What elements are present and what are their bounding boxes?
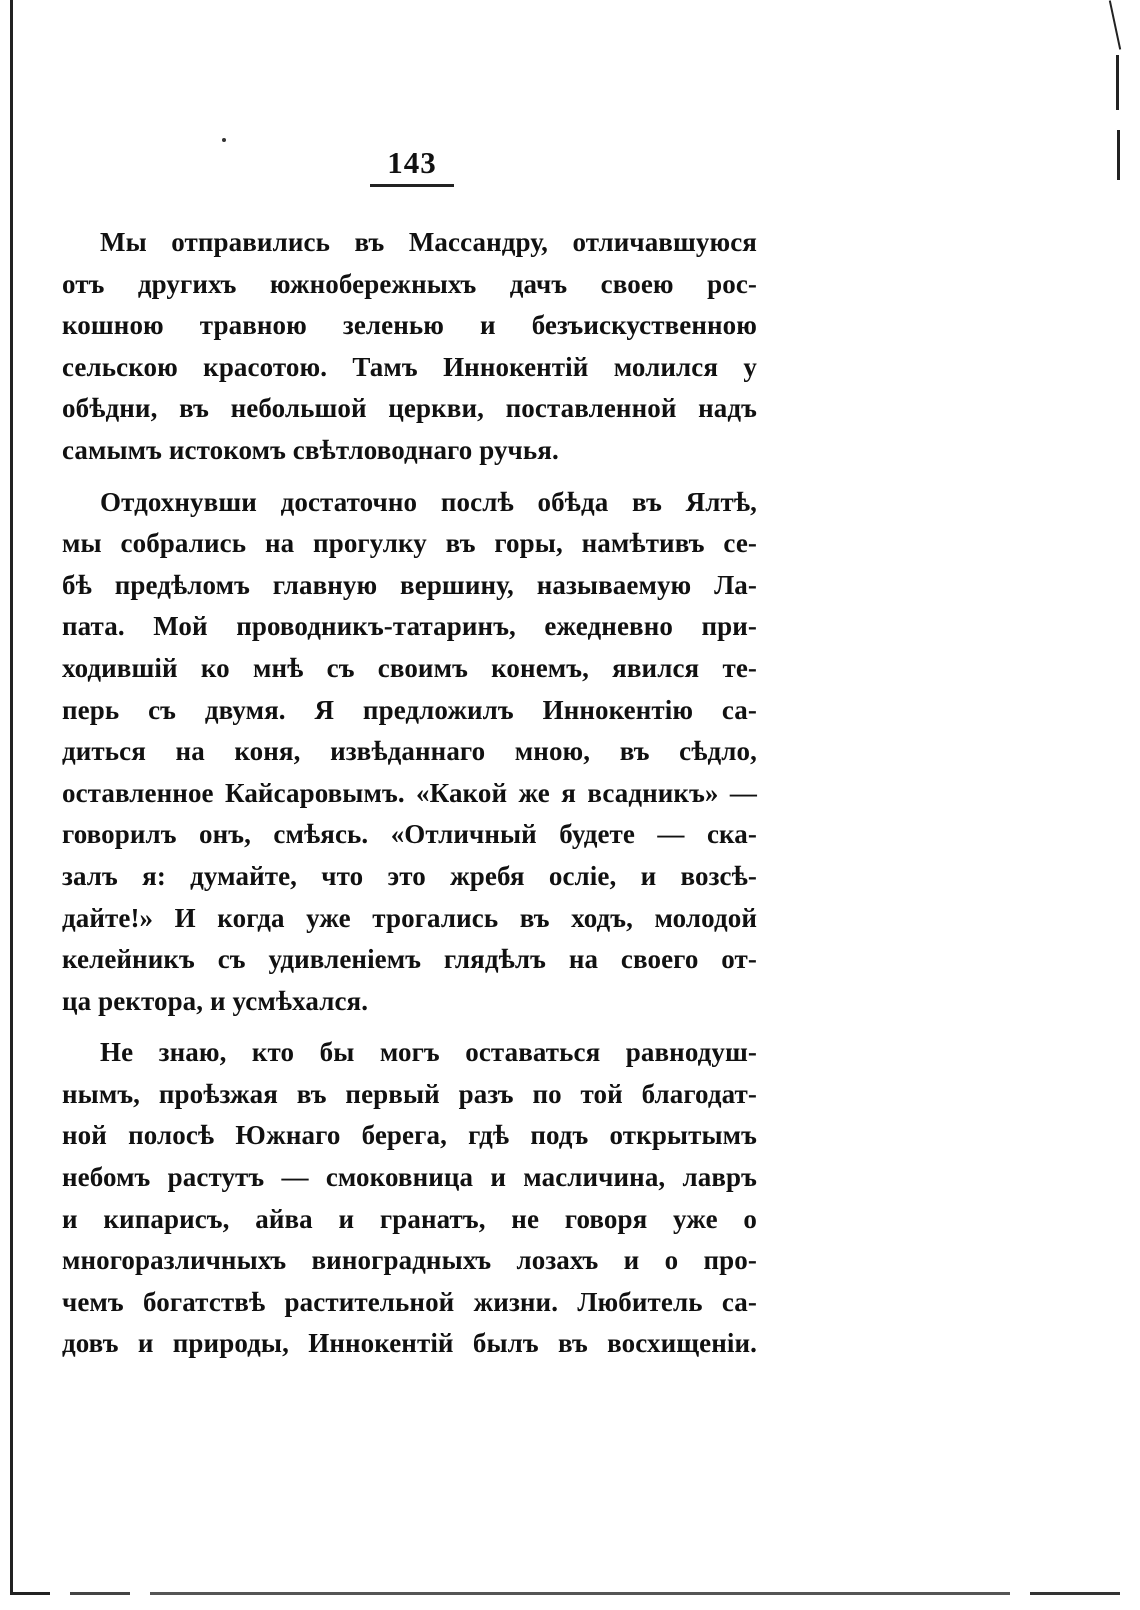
- text-line: диться на коня, извѣданнаго мною, въ сѣдло,: [62, 736, 757, 767]
- text-line: многоразличныхъ виноградныхъ лозахъ и о про-: [62, 1245, 757, 1276]
- text-line: келейникъ съ удивленіемъ глядѣлъ на своего от-: [62, 944, 757, 975]
- text-line: и кипарисъ, айва и гранатъ, не говоря уже о: [62, 1203, 757, 1234]
- text-line: мы собрались на прогулку въ горы, намѣтивъ се-: [62, 528, 757, 559]
- text-line: ной полосѣ Южнаго берега, гдѣ подъ открытымъ: [62, 1120, 757, 1151]
- text-line: кошною травною зеленью и безъискуственною: [62, 310, 757, 341]
- paragraph-3: [62, 1032, 757, 1365]
- text-line: Мы отправились въ Массандру, отличавшуюся: [100, 227, 757, 257]
- page-number-underline: [370, 184, 454, 187]
- text-line: ходившій ко мнѣ съ своимъ конемъ, явился те-: [62, 652, 757, 683]
- page-number: 143: [387, 145, 437, 180]
- text-line: отъ другихъ южнобережныхъ дачъ своею рос-: [62, 268, 757, 299]
- paragraph-2: [62, 482, 757, 1023]
- scan-speck: [222, 138, 226, 142]
- text-line: небомъ растутъ — смоковница и масличина, лавръ: [62, 1162, 757, 1193]
- scan-left-edge: [10, 0, 13, 1595]
- text-line: перь съ двумя. Я предложилъ Иннокентію са-: [62, 694, 757, 725]
- text-line: нымъ, проѣзжая въ первый разъ по той благодат-: [62, 1078, 757, 1109]
- body-text: [62, 222, 757, 1365]
- text-line: говорилъ онъ, смѣясь. «Отличный будете — ска-: [62, 819, 757, 850]
- text-line: сельскою красотою. Тамъ Иннокентій молился у: [62, 351, 757, 382]
- scan-bottom-edge: [10, 1592, 1120, 1595]
- text-line: ца ректора, и усмѣхался.: [62, 985, 369, 1016]
- text-line: довъ и природы, Иннокентій былъ въ восхищеніи.: [62, 1328, 757, 1359]
- text-line: залъ я: думайте, что это жребя осліе, и возсѣ-: [62, 860, 757, 891]
- text-line: Отдохнувши достаточно послѣ обѣда въ Ялтѣ,: [100, 486, 757, 517]
- paragraph-1: [62, 222, 757, 472]
- text-line: самымъ истокомъ свѣтловоднаго ручья.: [62, 434, 559, 465]
- text-line: пата. Мой проводникъ-татаринъ, ежедневно при-: [62, 611, 757, 642]
- text-line: бѣ предѣломъ главную вершину, называемую Ла-: [62, 569, 757, 600]
- text-line: чемъ богатствѣ растительной жизни. Любитель са-: [62, 1286, 757, 1317]
- text-line: Не знаю, кто бы могъ оставаться равнодуш-: [100, 1037, 757, 1068]
- text-line: оставленное Кайсаровымъ. «Какой же я всадникъ» —: [62, 777, 757, 808]
- text-line: дайте!» И когда уже трогались въ ходъ, молодой: [62, 902, 757, 933]
- scan-right-edge-marks: [1112, 0, 1120, 180]
- text-line: обѣдни, въ небольшой церкви, поставленной надъ: [62, 393, 757, 424]
